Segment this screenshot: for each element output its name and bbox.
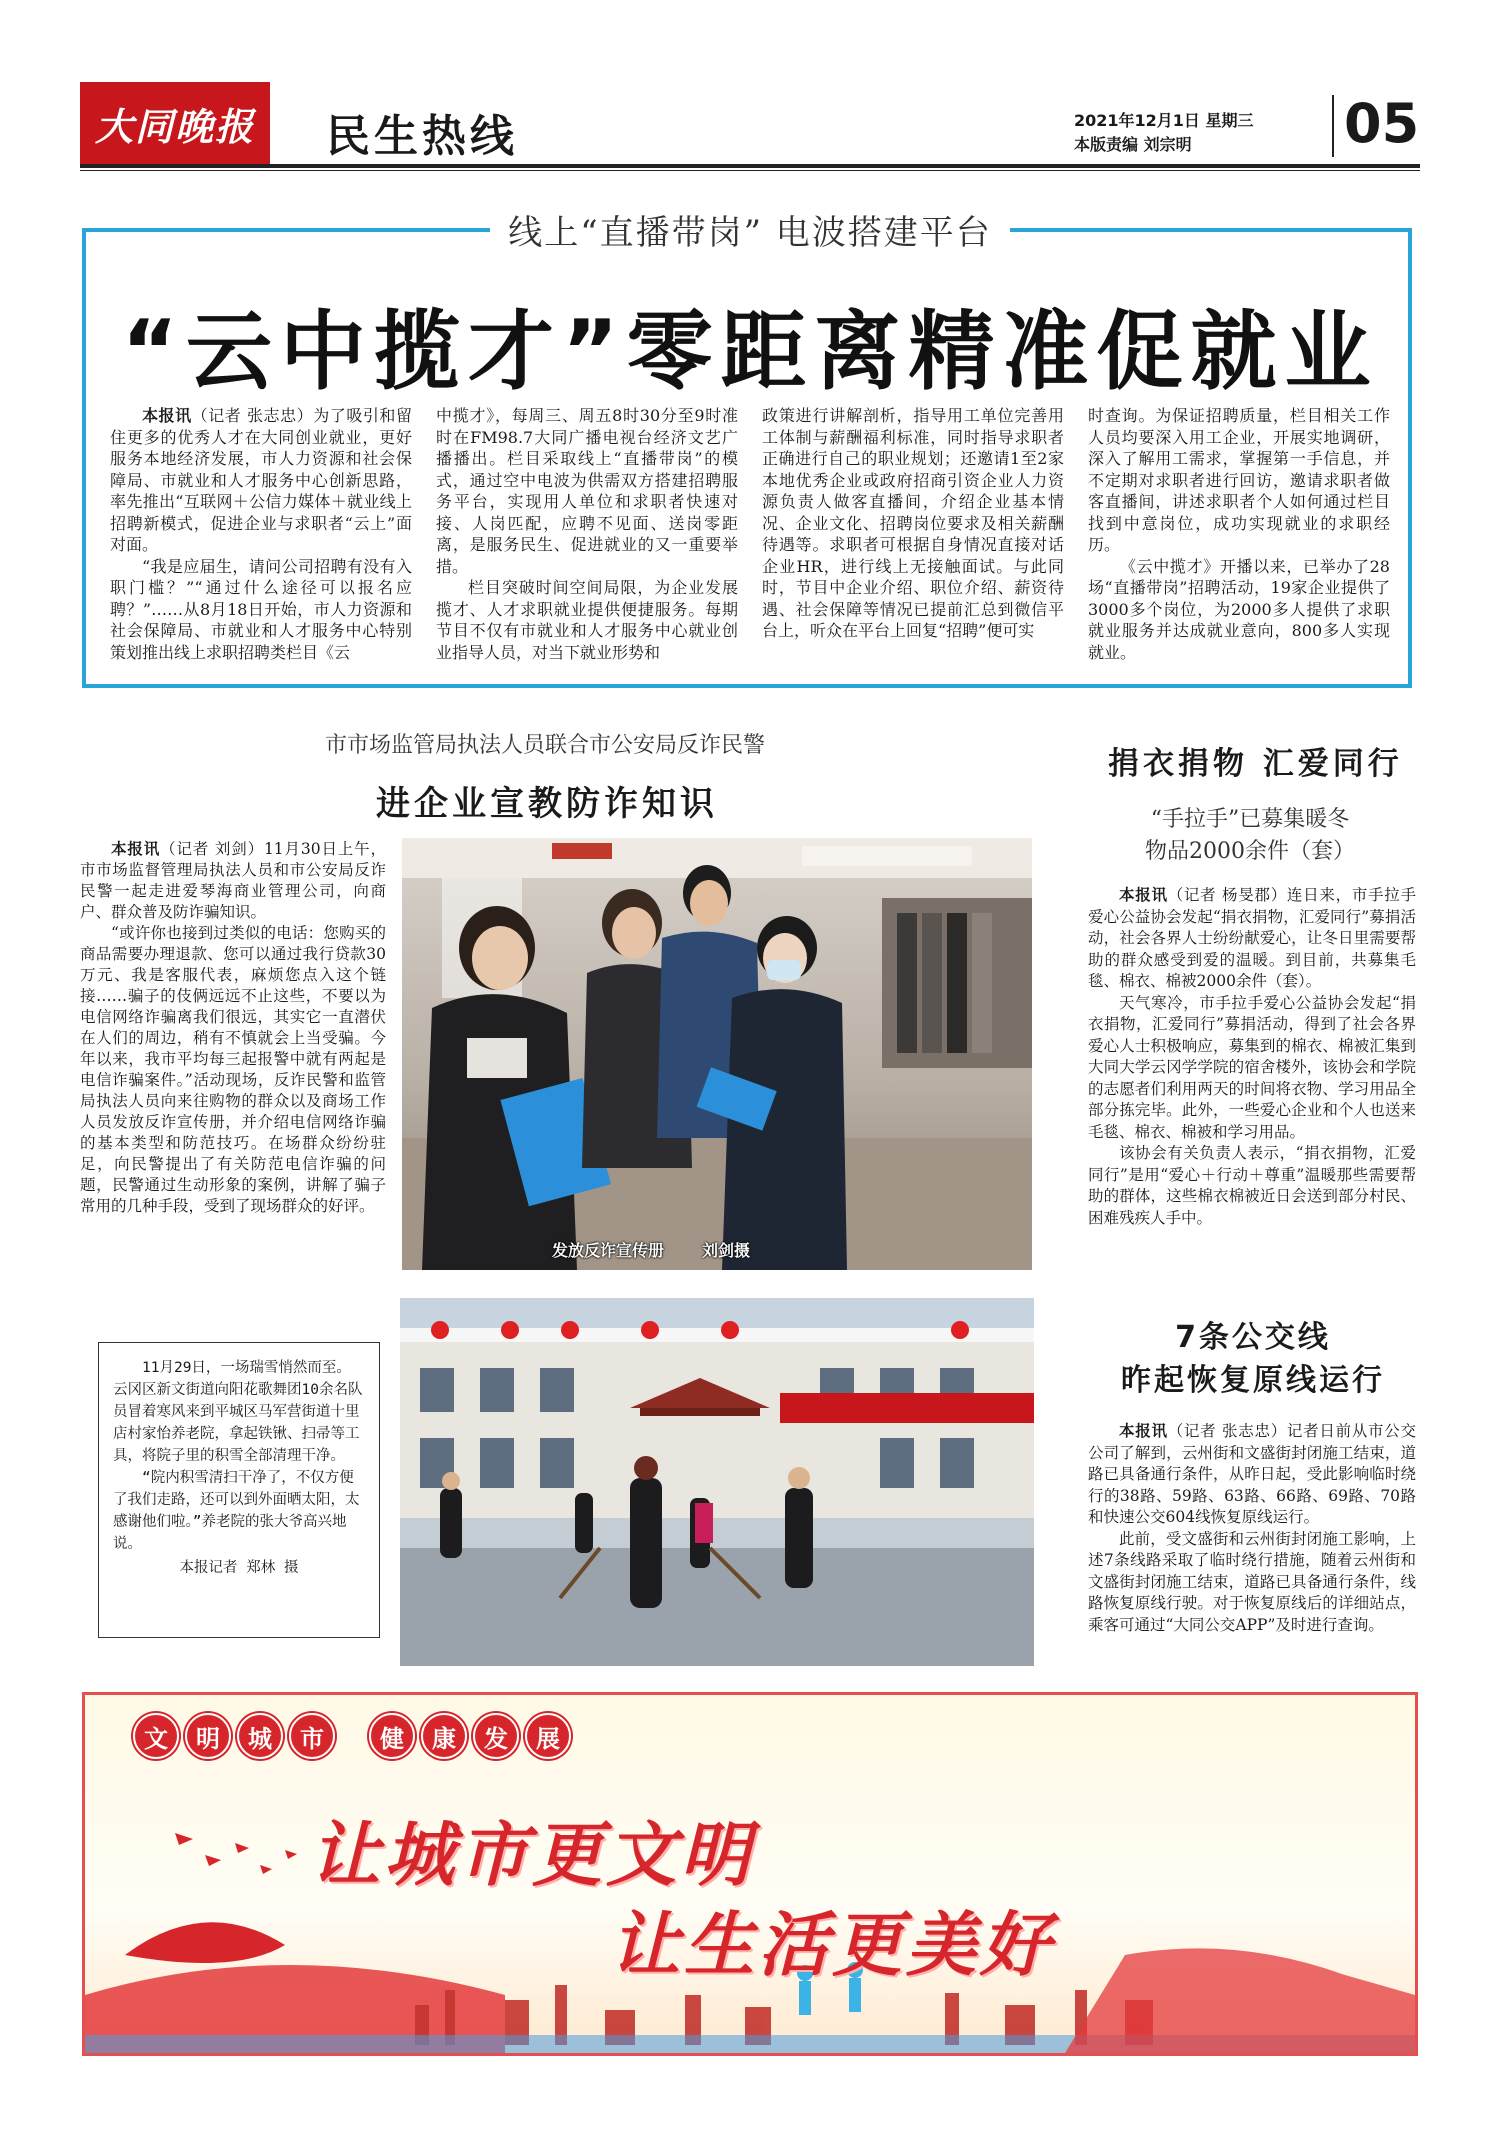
masthead-rule-thin	[80, 170, 1420, 171]
photo-caption: 发放反诈宣传册	[552, 1241, 665, 1260]
banner-badge: 发	[473, 1713, 519, 1759]
lead-column-3	[762, 405, 1064, 642]
paragraph-text: 此前，受文盛街和云州街封闭施工影响，上述7条线路采取了临时绕行措施，随着云州街和文盛街封闭施工结束，道路已具备通行条件，线路恢复原线行驶。对于恢复原线后的详细站点，乘客可通过“大同公交APP”及时进行查询。	[1088, 1529, 1416, 1634]
banner-badge: 康	[421, 1713, 467, 1759]
clothes-headline: 捐衣捐物 汇爱同行	[1108, 746, 1403, 782]
paragraph-text: 政策进行讲解剖析，指导用工单位完善用工体制与薪酬福利标准，同时指导求职者正确进行自己的职业规划；还邀请1至2家本地优秀企业或政府招商引资企业人力资源负责人做客直播间，介绍企业基本情况、企业文化、招聘岗位要求及相关薪酬待遇等。求职者可根据自身情况直接对话企业HR，进行线上无接触面试。与此同时，节目中企业介绍、职位介绍、薪资待遇、社会保障等情况已提前汇总到微信平台上，听众在平台上回复“招聘”便可实	[762, 406, 1064, 640]
paragraph	[80, 838, 386, 923]
paragraph-text: 《云中揽才》开播以来，已举办了28场“直播带岗”招聘活动，19家企业提供了3000多个岗位，为2000多人提供了求职就业服务并达成就业意向，800多人实现就业。	[1088, 556, 1390, 662]
fraud-headline: 进企业宣教防诈知识	[376, 784, 718, 824]
paragraph	[110, 556, 412, 664]
banner-badge: 城	[237, 1713, 283, 1759]
paragraph	[1088, 1529, 1416, 1637]
masthead-divider	[1332, 95, 1334, 157]
byline: 本报讯	[142, 406, 192, 425]
byline: 本报讯	[1119, 1421, 1168, 1440]
paragraph	[1088, 1420, 1416, 1529]
paragraph	[1088, 556, 1390, 664]
section-title: 民生热线	[326, 111, 518, 162]
lead-column-2	[436, 405, 738, 663]
banner-slogan-1: 让城市更文明	[310, 1814, 754, 1896]
paragraph-text: 时查询。为保证招聘质量，栏目相关工作人员均要深入用工企业，开展实地调研，深入了解用工需求，掌握第一手信息，并不定期对求职者进行回访，邀请求职者做客直播间，讲述求职者个人如何通过栏目找到中意岗位，成功实现就业的求职经历。	[1088, 406, 1390, 554]
banner-badge: 市	[289, 1713, 335, 1759]
dateline: 2021年12月1日 星期三	[1074, 111, 1254, 130]
fraud-kicker: 市市场监管局执法人员联合市公安局反诈民警	[325, 733, 766, 758]
banner-badge: 明	[185, 1713, 231, 1759]
banner-badge: 健	[369, 1713, 415, 1759]
lead-headline: “云中揽才”零距离精准促就业	[121, 302, 1379, 402]
fraud-photo	[402, 838, 1032, 1270]
paragraph: “院内积雪清扫干净了，不仅方便了我们走路，还可以到外面晒太阳，太感谢他们啦。”养老院的张大爷高兴地说。	[113, 1470, 360, 1552]
paragraph: 11月29日，一场瑞雪悄然而至。云冈区新文街道向阳花歌舞团10余名队员冒着寒风来到平城区马军营街道十里店村家怡养老院，拿起铁锹、扫帚等工具，将院子里的积雪全部清理干净。	[113, 1360, 363, 1464]
civilization-banner	[82, 1692, 1418, 2056]
paragraph-text: （记者 刘剑）11月30日上午，市市场监督管理局执法人员和市公安局反诈民警一起走进爱琴海商业管理公司，向商户、群众普及防诈骗知识。	[80, 840, 386, 921]
paragraph-text: “我是应届生，请问公司招聘有没有入职门槛？”“通过什么途径可以报名应聘？”……从8月18日开始，市人力资源和社会保障局、市就业和人才服务中心特别策划推出线上求职招聘类栏目《云	[110, 556, 412, 662]
lead-kicker: 线上“直播带岗” 电波搭建平台	[490, 205, 1010, 254]
snow-photo	[400, 1298, 1034, 1666]
banner-badge: 文	[133, 1713, 179, 1759]
paragraph	[436, 577, 738, 663]
page-editor: 本版责编 刘宗明	[1074, 135, 1192, 154]
banner-slogan-2: 让生活更美好	[610, 1904, 1054, 1986]
paragraph	[1088, 884, 1416, 993]
byline: 本报讯	[111, 839, 161, 858]
clothes-subheadline	[1140, 804, 1360, 868]
lead-column-1	[110, 405, 412, 663]
photo-credit: 本报记者 郑林 摄	[179, 1560, 299, 1576]
paragraph-text: 栏目突破时间空间局限，为企业发展揽才、人才求职就业提供便捷服务。每期节目不仅有市就业和人才服务中心就业创业指导人员，对当下就业形势和	[436, 578, 738, 662]
paragraph-text: （记者 张志忠）记者日前从市公交公司了解到，云州街和文盛街封闭施工结束，道路已具备通行条件，从昨日起，受此影响临时绕行的38路、59路、63路、66路、69路、70路和快速公交604线恢复原线运行。	[1088, 1422, 1416, 1526]
paragraph	[1088, 993, 1416, 1144]
subheadline-line: “手拉手”已募集暖冬	[1150, 807, 1350, 832]
mall-scene-illustration	[402, 838, 1032, 1270]
paragraph	[1088, 1143, 1416, 1229]
snow-courtyard-illustration	[400, 1298, 1034, 1666]
paragraph-text: （记者 张志忠）为了吸引和留住更多的优秀人才在大同创业就业，更好服务本地经济发展，市人力资源和社会保障局、市就业和人才服务中心创新思路，率先推出“互联网＋公信力媒体＋就业线上招聘新模式，促进企业与求职者“云上”面对面。	[110, 406, 412, 554]
paragraph	[1088, 405, 1390, 556]
bus-headline-line2: 昨起恢复原线运行	[1121, 1363, 1385, 1398]
photo-credit: 刘剑摄	[702, 1241, 751, 1260]
paragraph-text: 天气寒冷，市手拉手爱心公益协会发起“捐衣捐物，汇爱同行”募捐活动，得到了社会各界爱心人士积极响应，募集到的棉衣、棉被汇集到大同大学云冈学学院的宿舍楼外，该协会和学院的志愿者们利用两天的时间将衣物、学习用品全部分拣完毕。此外，一些爱心企业和个人也送来毛毯、棉衣、棉被和学习用品。	[1088, 993, 1416, 1141]
page-number: 05	[1344, 92, 1420, 155]
snow-caption-box	[98, 1342, 380, 1638]
subheadline-line: 物品2000余件（套）	[1145, 839, 1355, 864]
lead-column-4	[1088, 405, 1390, 663]
paragraph-text: “或许你也接到过类似的电话：您购买的商品需要办理退款、您可以通过我行贷款30万元、我是客服代表，麻烦您点入这个链接……骗子的伎俩远远不止这些，不要以为电信网络诈骗离我们很远，其实它一直潜伏在人们的周边，稍有不慎就会上当受骗。今年以来，我市平均每三起报警中就有两起是电信诈骗案件。”活动现场，反诈民警和监管局执法人员向来往购物的群众以及商场工作人员发放反诈宣传册，并介绍电信网络诈骗的基本类型和防范技巧。在场群众纷纷驻足，向民警提出了有关防范电信诈骗的问题，民警通过生动形象的案例，讲解了骗子常用的几种手段，受到了现场群众的好评。	[80, 924, 386, 1215]
banner-badge: 展	[525, 1713, 571, 1759]
paragraph-text: （记者 杨旻郡）连日来，市手拉手爱心公益协会发起“捐衣捐物，汇爱同行”募捐活动，社会各界人士纷纷献爱心，让冬日里需要帮助的群众感受到爱的温暖。到目前，共募集毛毯、棉衣、棉被2000余件（套）。	[1088, 886, 1416, 990]
paragraph	[436, 405, 738, 577]
masthead-rule	[80, 164, 1420, 168]
byline: 本报讯	[1119, 885, 1168, 904]
clothes-body	[1088, 884, 1416, 1229]
paragraph-text: 中揽才》，每周三、周五8时30分至9时准时在FM98.7大同广播电视台经济文艺广播播出。栏目采取线上“直播带岗”的模式，通过空中电波为供需双方搭建招聘服务平台，实现用人单位和求职者快速对接、人岗匹配，应聘不见面、送岗零距离，是服务民生、促进就业的又一重要举措。	[436, 406, 738, 576]
paragraph	[762, 405, 1064, 642]
fraud-body	[80, 838, 386, 1217]
bus-body	[1088, 1420, 1416, 1636]
newspaper-logo: 大同晚报	[80, 82, 270, 164]
paragraph-text: 该协会有关负责人表示，“捐衣捐物，汇爱同行”是用“爱心＋行动＋尊重”温暖那些需要帮助的群体，这些棉衣棉被近日会送到部分村民、困难残疾人手中。	[1088, 1144, 1416, 1227]
paragraph	[80, 923, 386, 1217]
bus-headline-line1: 7条公交线	[1175, 1320, 1331, 1355]
paragraph	[110, 405, 412, 556]
